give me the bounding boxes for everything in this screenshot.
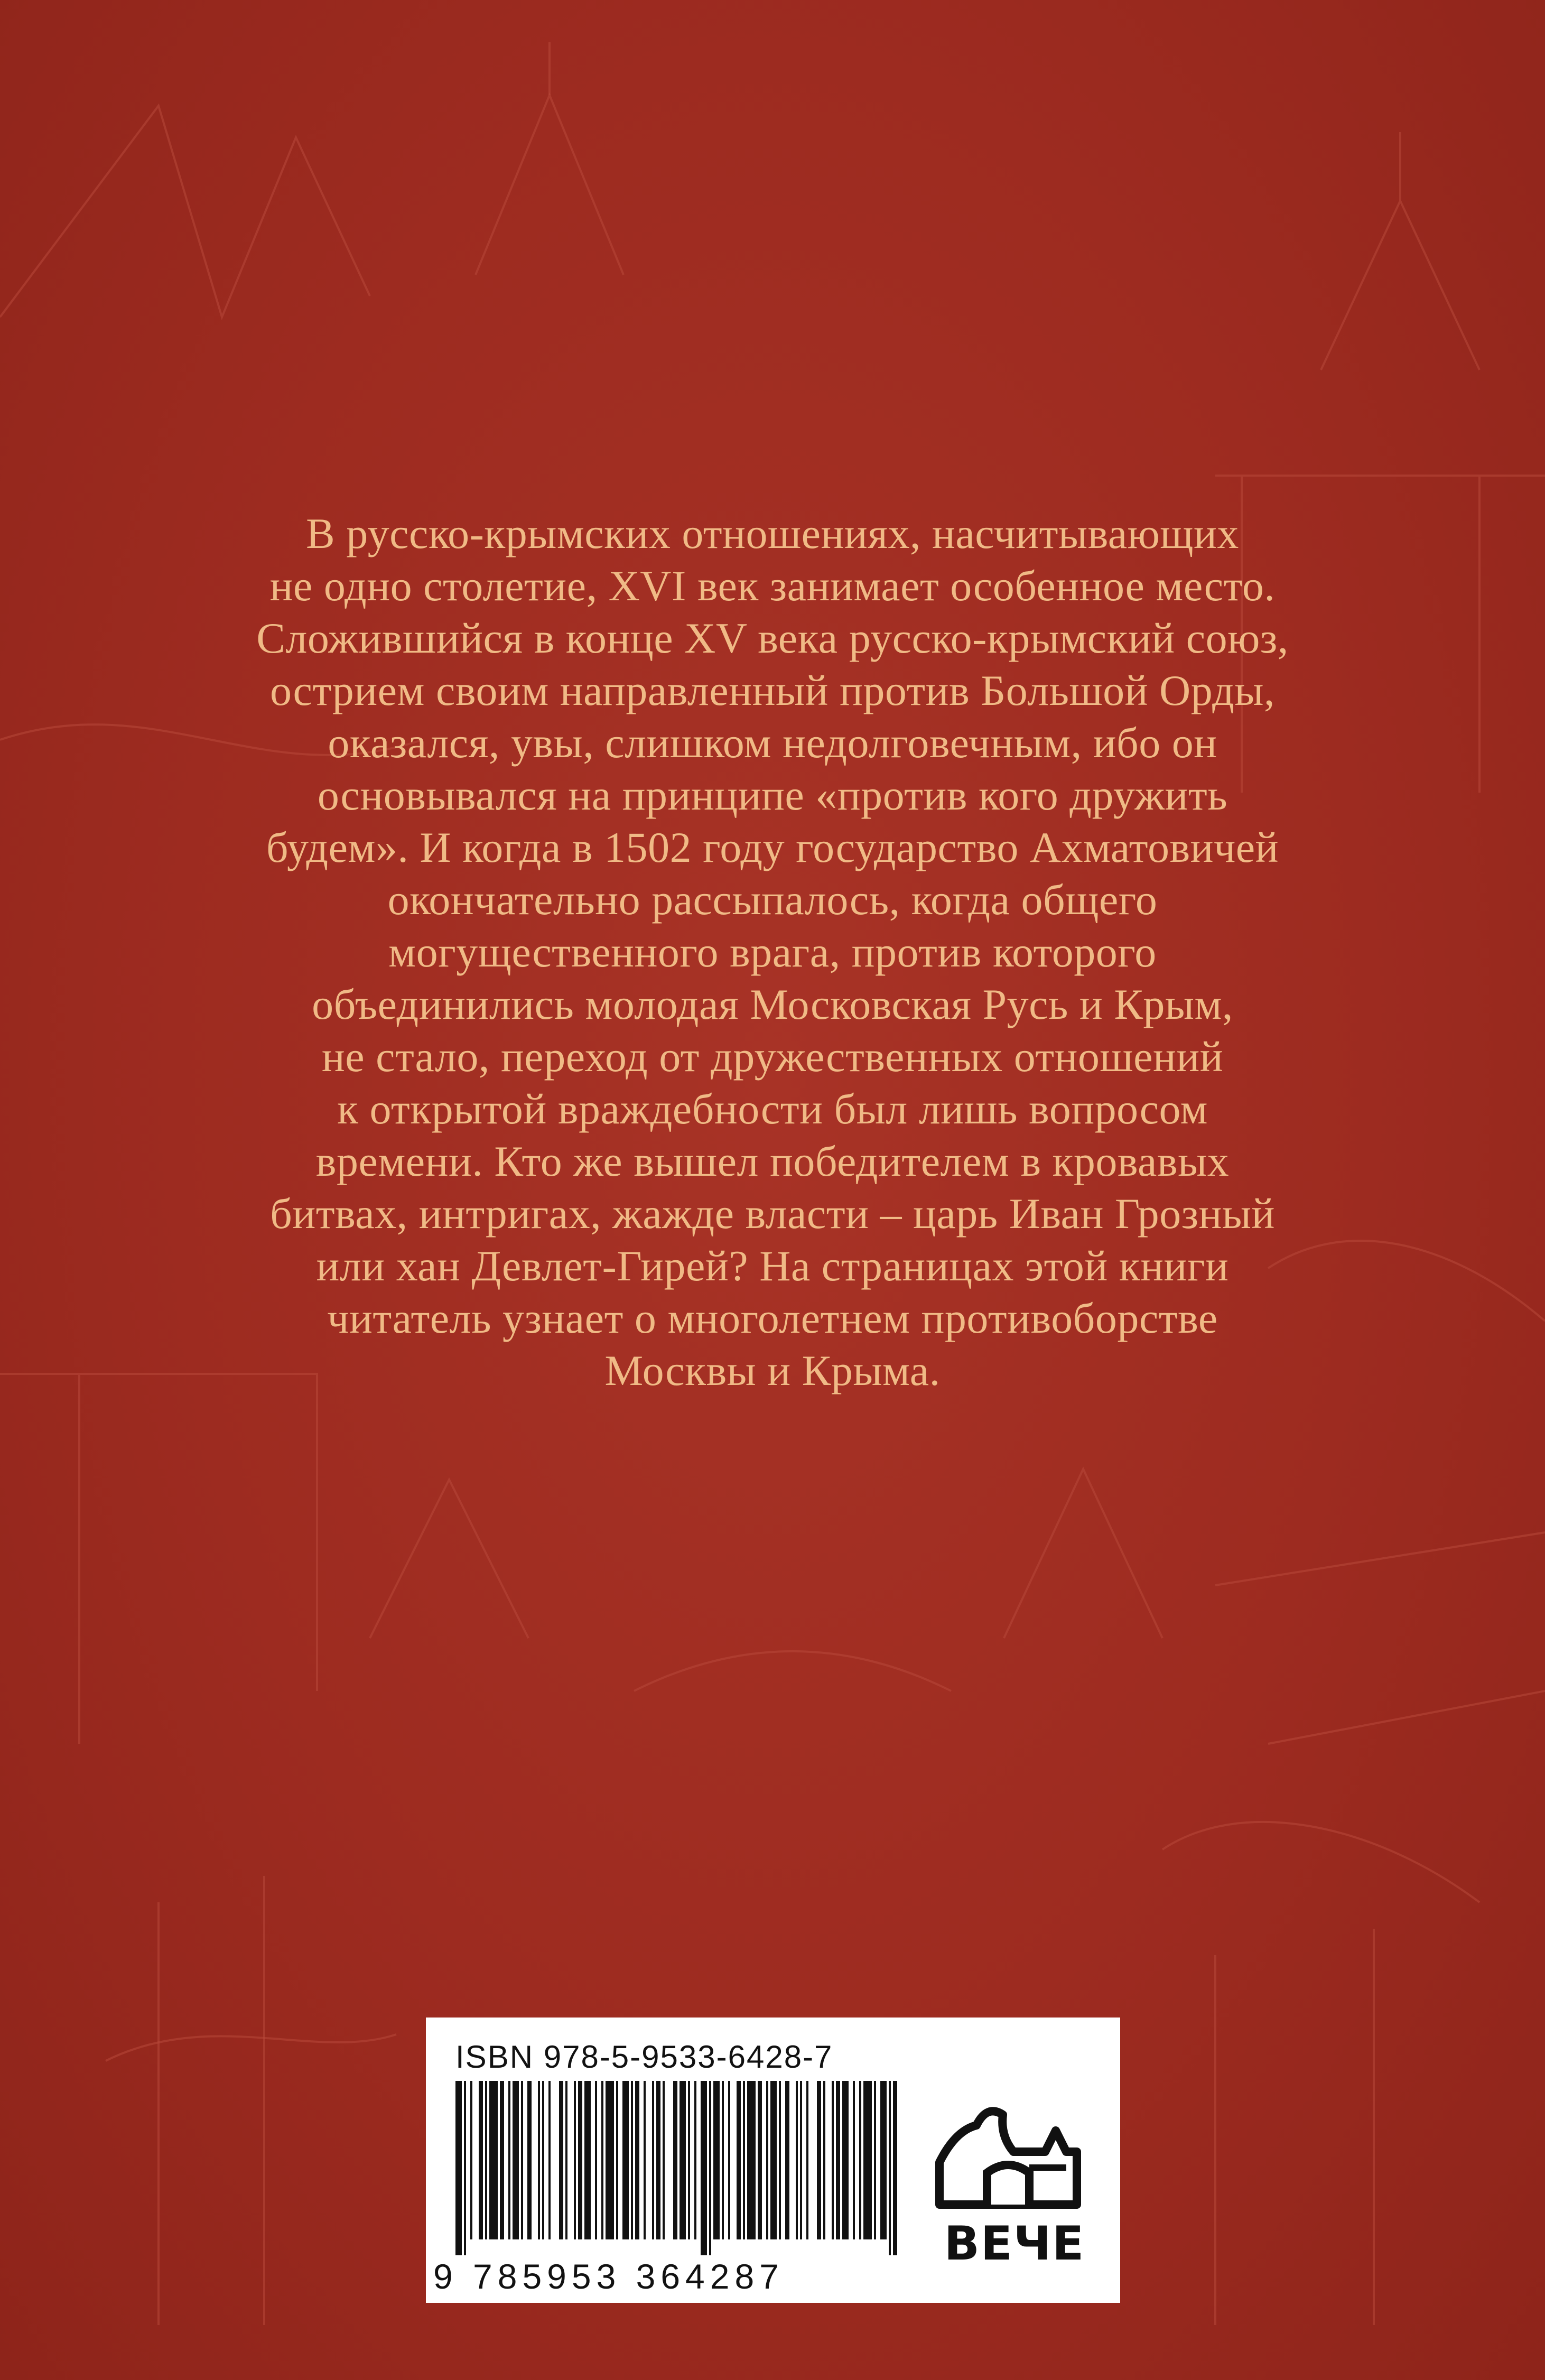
blurb-line: к открытой враждебности был лишь вопросом [337, 1085, 1208, 1133]
barcode-bar [853, 2081, 855, 2239]
barcode-bar [578, 2081, 582, 2239]
barcode-bar [785, 2081, 789, 2239]
blurb-line: основывался на принципе «против кого дружить [317, 771, 1228, 819]
blurb-line: могущественного врага, против которого [388, 928, 1157, 976]
barcode-bar [874, 2081, 876, 2239]
barcode-bar [842, 2081, 849, 2239]
barcode-bar [631, 2081, 633, 2239]
barcode-bar [574, 2081, 576, 2239]
blurb-text [106, 507, 1439, 1397]
blurb-line: читатель узнает о многолетнем противоборстве [327, 1294, 1218, 1342]
barcode-bar [758, 2081, 762, 2239]
barcode-bar [832, 2081, 834, 2239]
blurb-line: оказался, увы, слишком недолговечным, ибо он [328, 719, 1217, 767]
barcode-bar [601, 2081, 603, 2239]
blurb-line: окончательно рассыпалось, когда общего [387, 876, 1158, 924]
barcode-bar [766, 2081, 768, 2239]
blurb-line: битвах, интригах, жажде власти – царь Иван Грозный [270, 1189, 1275, 1238]
blurb-line: будем». И когда в 1502 году государство Ахматовичей [266, 823, 1279, 871]
barcode-bar [800, 2081, 802, 2239]
barcode-bar [817, 2081, 821, 2239]
barcode-bar [559, 2081, 563, 2239]
barcode-bar [513, 2081, 519, 2239]
barcode-bar [500, 2081, 504, 2239]
blurb-line: или хан Девлет-Гирей? На страницах этой книги [316, 1242, 1229, 1290]
blurb-line: объединились молодая Московская Русь и Крым, [312, 980, 1233, 1028]
barcode-bar [548, 2081, 551, 2239]
barcode-bar [823, 2081, 825, 2239]
barcode-bar [743, 2081, 745, 2239]
barcode-bar [796, 2081, 798, 2239]
barcode-bar [747, 2081, 756, 2239]
barcode-bar [663, 2081, 665, 2239]
barcode-bar [470, 2081, 472, 2239]
barcode-bar [688, 2081, 690, 2239]
barcode-bar [479, 2081, 483, 2239]
barcode-bar [680, 2081, 686, 2239]
publisher-name: ВЕЧЕ [944, 2216, 1085, 2271]
barcode-bar [527, 2081, 532, 2239]
barcode-bar [542, 2081, 544, 2239]
blurb-line: не одно столетие, XVI век занимает особенное место. [269, 562, 1276, 610]
barcode-bar [863, 2081, 872, 2239]
barcode-bar [701, 2081, 707, 2255]
barcode-bar [737, 2081, 741, 2239]
barcode-bar [644, 2081, 646, 2239]
blurb-line: времени. Кто же вышел победителем в кровавых [315, 1137, 1230, 1185]
barcode-bar [565, 2081, 567, 2239]
isbn-label: ISBN 978-5-9533-6428-7 [455, 2039, 833, 2075]
blurb-line: острием своим направленный против Большой Орды, [270, 666, 1275, 714]
barcode-bar [595, 2081, 597, 2239]
barcode-bar [779, 2081, 781, 2239]
blurb-line: не стало, переход от дружественных отношений [321, 1033, 1224, 1081]
barcode-bar [694, 2081, 696, 2239]
barcode-label [426, 2018, 1120, 2303]
barcode-bar [880, 2081, 887, 2239]
barcode-bar [485, 2081, 487, 2239]
blurb-line: Сложившийся в конце XV века русско-крымский союз, [256, 614, 1289, 662]
barcode-bar [455, 2081, 462, 2255]
barcode-bar [584, 2081, 591, 2239]
barcode-bars [452, 2081, 907, 2255]
blurb-line: В русско-крымских отношениях, насчитывающих [306, 509, 1239, 557]
barcode-bar [722, 2081, 724, 2239]
barcode-bar [464, 2081, 466, 2255]
barcode-bar [673, 2081, 677, 2239]
barcode-digits: 9 785953 364287 [433, 2257, 784, 2296]
barcode-bar [652, 2081, 654, 2239]
barcode-bar [656, 2081, 660, 2239]
barcode-bar [709, 2081, 711, 2255]
barcode-bar [770, 2081, 777, 2239]
barcode-bar [889, 2081, 891, 2255]
barcode-bar [508, 2081, 510, 2239]
barcode-bar [489, 2081, 498, 2239]
barcode-bar [622, 2081, 629, 2239]
barcode-bar [806, 2081, 808, 2239]
barcode-bar [635, 2081, 639, 2239]
barcode-bar [606, 2081, 614, 2239]
barcode-bar [728, 2081, 730, 2239]
barcode-bar [836, 2081, 840, 2239]
barcode-bar [538, 2081, 540, 2239]
blurb-line: Москвы и Крыма. [604, 1346, 941, 1394]
barcode-bar [616, 2081, 618, 2239]
barcode-bar [521, 2081, 523, 2239]
barcode-bar [859, 2081, 861, 2239]
barcode-bar [893, 2081, 897, 2255]
barcode-bar [713, 2081, 720, 2239]
